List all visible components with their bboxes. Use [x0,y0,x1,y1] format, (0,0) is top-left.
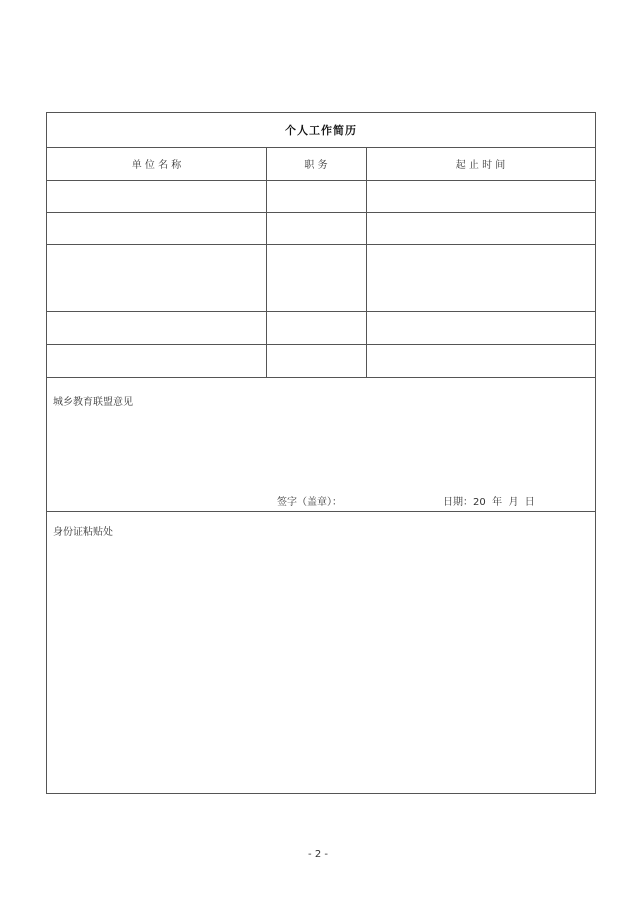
column-header-unit-name: 单 位 名 称 [131,160,182,171]
id-card-paste-area[interactable] [47,511,595,793]
table-cell-unit-5[interactable] [47,344,266,377]
page-number: - 2 - [308,849,328,860]
signature-label: 签字（盖章）： [277,497,342,508]
id-card-section-label: 身份证粘贴处 [53,527,113,538]
table-title: 个人工作简历 [285,124,357,137]
table-cell-position-4[interactable] [266,311,366,344]
opinion-input-area[interactable] [47,377,595,511]
table-cell-period-4[interactable] [366,311,595,344]
table-cell-position-1[interactable] [266,180,366,212]
table-cell-position-2[interactable] [266,212,366,244]
table-cell-position-3[interactable] [266,244,366,311]
table-cell-period-5[interactable] [366,344,595,377]
table-cell-position-5[interactable] [266,344,366,377]
table-cell-period-3[interactable] [366,244,595,311]
table-cell-period-1[interactable] [366,180,595,212]
opinion-section-label: 城乡教育联盟意见 [53,397,133,408]
table-cell-unit-4[interactable] [47,311,266,344]
column-header-position: 职 务 [304,160,328,171]
date-label: 日期：20 年 月 日 [443,497,535,508]
table-cell-unit-2[interactable] [47,212,266,244]
resume-form-table [46,112,596,794]
column-header-period: 起 止 时 间 [455,160,506,171]
table-cell-unit-3[interactable] [47,244,266,311]
table-cell-unit-1[interactable] [47,180,266,212]
table-cell-period-2[interactable] [366,212,595,244]
